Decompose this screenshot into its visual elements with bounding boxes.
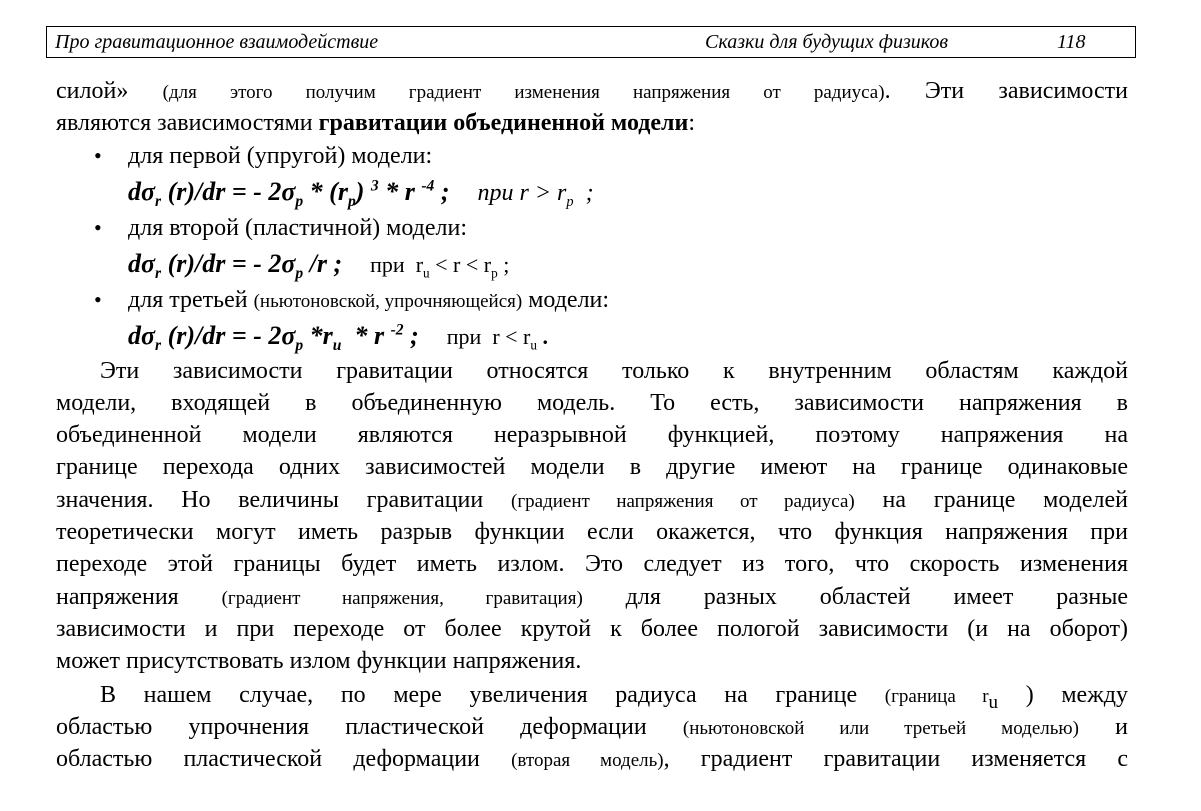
p2-text: между [1033, 682, 1129, 708]
p2-text: областью упрочнения пластической деформации [56, 714, 683, 740]
bullet-marker: • [94, 143, 102, 168]
bullet-2-text: для второй (пластичной) модели: [128, 215, 468, 241]
bullet-marker: • [94, 287, 102, 312]
bullet-3-text-a: для третьей [128, 287, 254, 313]
formula-3 [128, 320, 1128, 353]
bullet-marker: • [94, 215, 102, 240]
formula-2-expression: $d\sigma_r$ (r)/dr = - $2\sigma_p$ /r ; [128, 249, 343, 283]
bullet-3-note: (ньютоновской, упрочняющейся) [253, 291, 523, 312]
intro-colon: : [688, 110, 696, 136]
p2-subscript: u [988, 691, 999, 713]
paragraph-2-line [56, 711, 1128, 745]
formula-2 [128, 248, 1128, 281]
p1-text: на границе моделей [854, 487, 1128, 513]
formula-3-condition: при $r < r_u$ . [446, 324, 548, 353]
header-book-title: Сказки для будущих физиков [705, 31, 949, 53]
intro-line-1 [56, 75, 1128, 109]
intro-bold-term: гравитации объединенной модели [318, 110, 689, 136]
p1-note: (градиент напряжения, гравитация) [221, 588, 583, 609]
p2-note: (вторая модель) [511, 750, 664, 771]
intro-line-2 [56, 107, 1128, 139]
bullet-3-text [128, 284, 1128, 318]
p2-note: (ньютоновской или третьей моделью) [682, 718, 1079, 739]
paragraph-1-line: границе перехода одних зависимостей модели в другие имеют на границе одинаковые [56, 454, 1128, 480]
formula-3-expression: $d\sigma_r$ (r)/dr = - $2\sigma_p$ $*r_u$ * r $^{-2}$ ; [128, 321, 419, 355]
p1-text: напряжения [56, 584, 222, 610]
paragraph-1-line: модели, входящей в объединенную модель. То есть, зависимости напряжения в [56, 390, 1128, 416]
p2-text: , градиент гравитации изменяется с [663, 746, 1129, 772]
bullet-3-text-c: модели: [522, 287, 610, 313]
header-page-number: 118 [1057, 31, 1086, 53]
formula-2-condition: при $r_u < r < r_p$ ; [370, 252, 510, 281]
p2-text: областью пластической деформации [56, 746, 512, 772]
paragraph-1-line: Эти зависимости гравитации относятся только к внутренним областям каждой [100, 358, 1128, 384]
paragraph-1-line: переходе этой границы будет иметь излом. Это следует из того, что скорость изменения [56, 551, 1128, 577]
paragraph-2-line [100, 679, 1128, 713]
paragraph-2-line [56, 743, 1128, 777]
intro-text: являются зависимостями [56, 110, 319, 136]
intro-text-end: . Эти зависимости [884, 78, 1128, 104]
paragraph-1-line [56, 581, 1128, 615]
p2-paren: ) [998, 682, 1034, 708]
p1-text: значения. Но величины гравитации [56, 487, 512, 513]
bullet-1-text: для первой (упругой) модели: [128, 143, 433, 169]
page-header [46, 26, 1136, 58]
paragraph-1-line: может присутствовать излом функции напряжения. [56, 648, 582, 674]
p1-note: (градиент напряжения от радиуса) [511, 491, 855, 512]
paragraph-1-line [56, 484, 1128, 518]
p1-text: для разных областей имеет разные [582, 584, 1128, 610]
header-chapter-title: Про гравитационное взаимодействие [55, 31, 379, 53]
p2-text: В нашем случае, по мере увеличения радиуса на границе [100, 682, 885, 708]
formula-1 [128, 176, 1128, 209]
intro-note: (для этого получим градиент изменения напряжения от радиуса) [162, 82, 885, 103]
intro-text: силой» [56, 78, 163, 104]
p2-text: и [1078, 714, 1128, 740]
paragraph-1-line: объединенной модели являются неразрывной функцией, поэтому напряжения на [56, 422, 1128, 448]
formula-1-expression: $d\sigma_r$ (r)/dr = - $2\sigma_p * (r_p)$ $^3$ * r $^{-4}$ ; [128, 177, 450, 211]
formula-1-condition: при $r > r_p$ ; [477, 180, 594, 210]
p2-note: (граница r [884, 686, 989, 707]
paragraph-1-line: теоретически могут иметь разрыв функции если окажется, что функция напряжения при [56, 519, 1128, 545]
paragraph-1-line: зависимости и при переходе от более крутой к более пологой зависимости (и на оборот) [56, 616, 1128, 642]
